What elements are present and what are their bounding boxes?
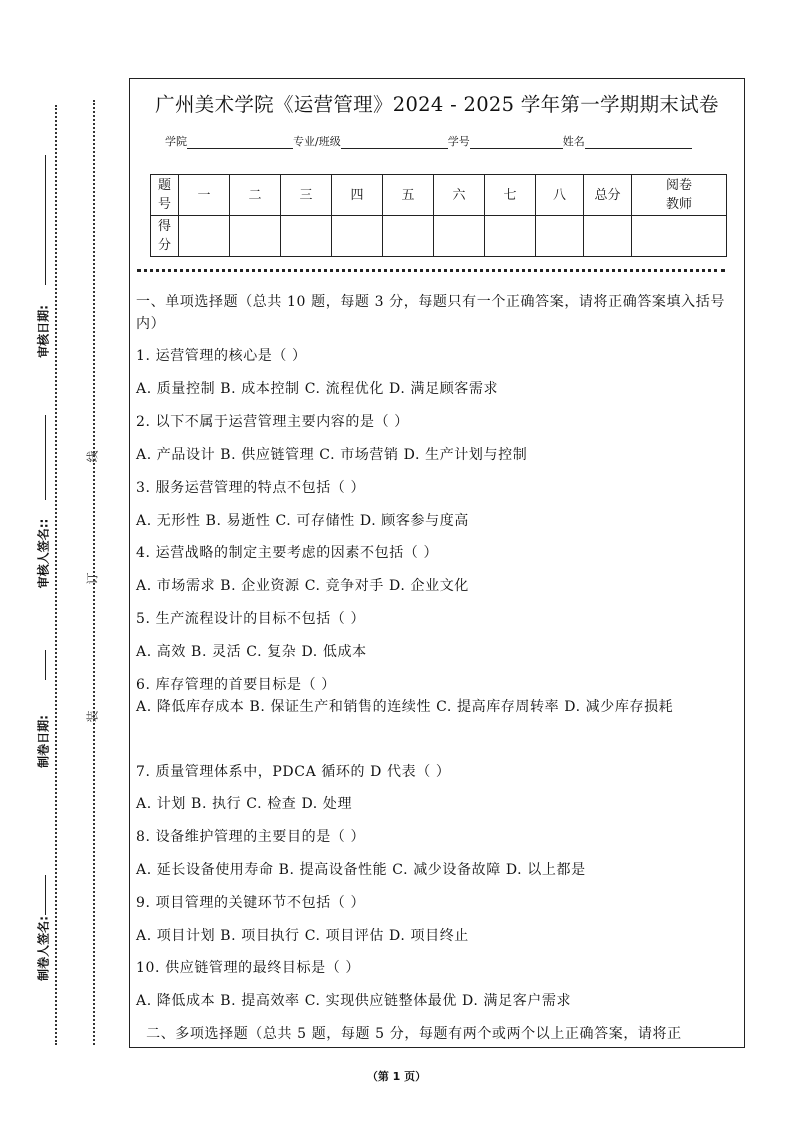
college-field[interactable]: [187, 136, 293, 149]
score-row-header: [151, 216, 179, 257]
name-field[interactable]: [585, 136, 692, 149]
header-char-bottom: 分: [157, 238, 171, 253]
score-cell[interactable]: [281, 216, 332, 257]
bind-char-line: 线: [85, 450, 100, 463]
reviewed-date-label: 审核日期:: [36, 305, 51, 358]
score-cell[interactable]: [179, 216, 230, 257]
question-text: 8. 设备维护管理的主要目的是（ ）: [136, 829, 366, 845]
question-number-header: [151, 175, 179, 216]
dotted-separator: [137, 269, 725, 272]
exam-frame: [129, 78, 745, 1048]
reviewer-sign-label: 审核人签名::: [36, 518, 51, 589]
question-text: 3. 服务运营管理的特点不包括（ ）: [136, 480, 366, 496]
score-table-header-row: [151, 175, 727, 216]
score-cell[interactable]: [485, 216, 536, 257]
major-class-label: 专业/班级: [293, 135, 341, 148]
score-table-score-row: [151, 216, 727, 257]
question-text: 6. 库存管理的首要目标是（ ）: [136, 677, 336, 693]
column-header: 六: [434, 175, 485, 216]
question-options: A. 产品设计 B. 供应链管理 C. 市场营销 D. 生产计划与控制: [136, 447, 528, 463]
reviewed-date-blank: [45, 155, 46, 285]
bind-char-bind: 装: [85, 710, 100, 723]
question-text: 5. 生产流程设计的目标不包括（ ）: [136, 611, 366, 627]
bind-char-staple: 订: [85, 572, 100, 585]
question-text: 9. 项目管理的关键环节不包括（ ）: [136, 895, 366, 911]
student-id-field[interactable]: [470, 136, 563, 149]
section2-heading: 二、多项选择题（总共 5 题，每题 5 分，每题有两个或两个以上正确答案，请将正: [136, 1026, 682, 1042]
student-info-row: [165, 133, 692, 149]
question-text: 2. 以下不属于运营管理主要内容的是（ ）: [136, 414, 409, 430]
student-id-label: 学号: [447, 135, 470, 148]
column-header: 总分: [584, 175, 632, 216]
grader-header: [632, 175, 727, 216]
name-label: 姓名: [562, 135, 585, 148]
question-options: A. 计划 B. 执行 C. 检查 D. 处理: [136, 796, 353, 812]
column-header: 七: [485, 175, 536, 216]
college-label: 学院: [165, 135, 187, 148]
reviewer-sign-blank: [45, 415, 46, 500]
grader-cell[interactable]: [632, 216, 727, 257]
maker-sign-label: 制卷人签名:: [36, 916, 51, 981]
question-options: A. 项目计划 B. 项目执行 C. 项目评估 D. 项目终止: [136, 928, 469, 944]
header-char-top: 得: [157, 219, 171, 234]
score-table: [150, 174, 727, 257]
header-char-bottom: 号: [157, 197, 171, 212]
page-number: （第 1 页）: [366, 1070, 427, 1083]
column-header: 八: [536, 175, 584, 216]
made-date-label: 制卷日期:: [36, 715, 51, 768]
score-cell[interactable]: [332, 216, 383, 257]
score-cell[interactable]: [536, 216, 584, 257]
grader-header-top: 阅卷: [665, 178, 692, 193]
question-text: 1. 运营管理的核心是（ ）: [136, 348, 307, 364]
grader-header-bottom: 教师: [665, 197, 692, 212]
question-options: A. 高效 B. 灵活 C. 复杂 D. 低成本: [136, 644, 367, 660]
question-options: A. 无形性 B. 易逝性 C. 可存储性 D. 顾客参与度高: [136, 513, 469, 529]
question-text: 4. 运营战略的制定主要考虑的因素不包括（ ）: [136, 545, 439, 561]
score-cell[interactable]: [434, 216, 485, 257]
header-char-top: 题: [157, 178, 171, 193]
made-date-blank: [45, 650, 46, 680]
score-cell[interactable]: [230, 216, 281, 257]
column-header: 五: [383, 175, 434, 216]
question-options: A. 降低成本 B. 提高效率 C. 实现供应链整体最优 D. 满足客户需求: [136, 993, 572, 1009]
column-header: 三: [281, 175, 332, 216]
question-text: 10. 供应链管理的最终目标是（ ）: [136, 960, 360, 976]
section1-heading: 一、单项选择题（总共 10 题，每题 3 分，每题只有一个正确答案，请将正确答案填入括号内）: [136, 294, 725, 332]
major-class-field[interactable]: [341, 136, 448, 149]
score-cell[interactable]: [584, 216, 632, 257]
margin-dotted-line-left: [55, 105, 57, 1045]
question-options: A. 降低库存成本 B. 保证生产和销售的连续性 C. 提高库存周转率 D. 减少库存损耗: [136, 699, 674, 715]
column-header: 一: [179, 175, 230, 216]
question-options: A. 市场需求 B. 企业资源 C. 竞争对手 D. 企业文化: [136, 578, 469, 594]
question-options: A. 延长设备使用寿命 B. 提高设备性能 C. 减少设备故障 D. 以上都是: [136, 862, 586, 878]
question-text: 7. 质量管理体系中，PDCA 循环的 D 代表（ ）: [136, 764, 451, 780]
question-options: A. 质量控制 B. 成本控制 C. 流程优化 D. 满足顾客需求: [136, 381, 499, 397]
column-header: 四: [332, 175, 383, 216]
exam-title: 广州美术学院《运营管理》2024 - 2025 学年第一学期期末试卷: [155, 93, 719, 116]
column-header: 二: [230, 175, 281, 216]
score-cell[interactable]: [383, 216, 434, 257]
